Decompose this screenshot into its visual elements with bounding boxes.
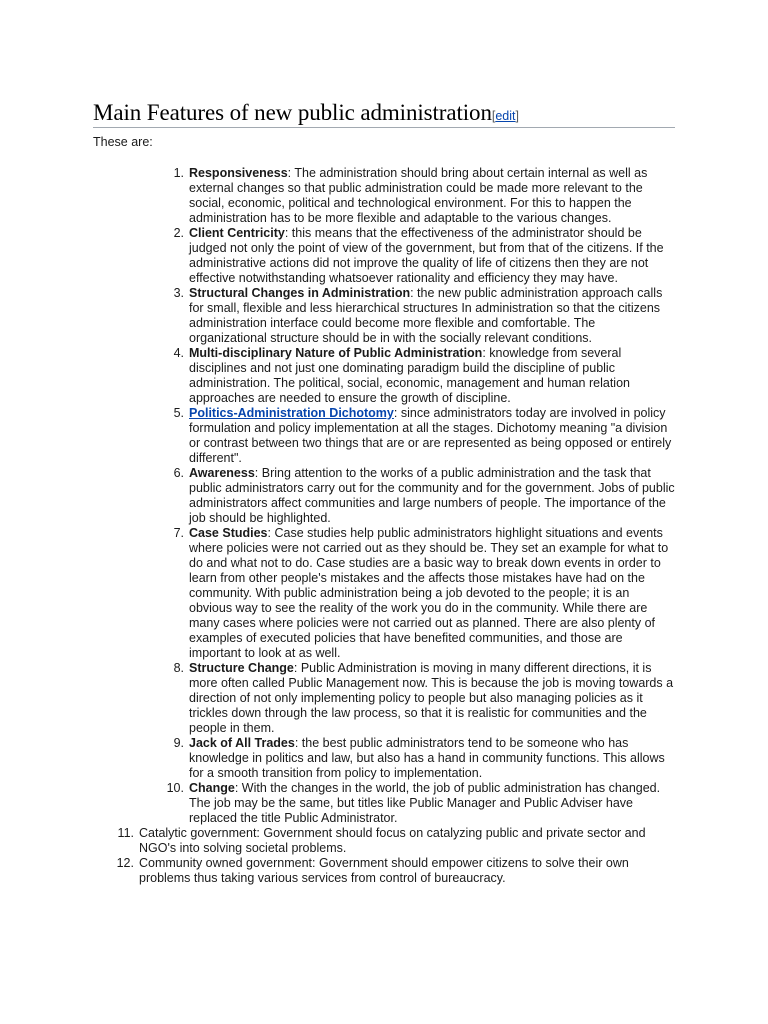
item-text: : the best public administrators tend to be someone who has knowledge in politics and law, but also has a hand in community functions. This allows for a smooth transition from policy to implementation. [189,736,665,780]
item-text: Catalytic government: Government should focus on catalyzing public and private sector and NGO's into solving societal problems. [139,826,646,855]
list-item [173,736,675,781]
additional-features-list [116,826,675,886]
item-text: : Bring attention to the works of a public administration and the task that public administrators carry out for the community and for the government. Jobs of public administrators affect communities and large numbers of people. The importance of the job should be highlighted. [189,466,675,525]
item-number: 5. [173,406,184,420]
item-text: : Case studies help public administrators highlight situations and events where policies were not carried out as they should be. They set an example for what to do and what not to do. Case studies are a basic way to break down events in order to learn from other people's mistakes and the affects those mistakes have had on the community. With public administration being a job devoted to the people; it is an obvious way to see the reality of the work you do in the community. While there are many cases where policies were not carried out as planned. There are also plenty of examples of executed policies that have benefited communities, and those are important to look at as well. [189,526,669,660]
list-item [173,346,675,406]
item-number: 11. [117,826,134,840]
item-text: Community owned government: Government should empower citizens to solve their own problems thus taking various services from control of bureaucracy. [139,856,629,885]
list-item [166,781,675,826]
item-term: Awareness [189,466,255,480]
list-item [173,166,675,226]
item-number: 2. [173,226,184,240]
item-text: : Public Administration is moving in many different directions, it is more often called Public Management now. This is because the job is moving towards a direction of not only implementing policy to people but also managing policies as it trickles down through the law process, so that it is realistic for communities and the people in them. [189,661,674,735]
item-number: 9. [173,736,184,750]
politics-administration-dichotomy-link[interactable]: Politics-Administration Dichotomy [189,406,394,420]
edit-link[interactable]: edit [495,109,516,123]
item-term: Case Studies [189,526,268,540]
list-item [173,661,675,736]
item-text: : the new public administration approach calls for small, flexible and less hierarchical structures In administration so that the citizens administration interface could become more flexible and comfortable. The organizational structure should be in with the socially relevant conditions. [189,286,663,345]
item-number: 4. [173,346,184,360]
edit-section [492,109,519,123]
section-heading: Main Features of new public administration [93,100,492,125]
item-text: : The administration should bring about certain internal as well as external changes so that public administration could be made more relevant to the social, economic, political and technological environment. For this to happen the administration has to be more flexible and adaptable to the various changes. [189,166,648,225]
item-term: Structure Change [189,661,294,675]
section-heading-row [93,100,675,128]
item-number: 1. [173,166,184,180]
item-term: Responsiveness [189,166,288,180]
item-term: Structural Changes in Administration [189,286,411,300]
item-text: : this means that the effectiveness of the administrator should be judged not only the point of view of the government, but from that of the citizens. If the administrative actions did not improve the quality of life of citizens then they are not effective notwithstanding whatsoever rationality and efficiency they may have. [189,226,664,285]
list-item [116,856,675,886]
item-text: : knowledge from several disciplines and not just one dominating paradigm build the discipline of public administration. The political, social, economic, management and human relation approaches are needed to ensure the growth of discipline. [189,346,630,405]
item-number: 7. [173,526,184,540]
item-term: Change [189,781,235,795]
list-item [117,826,675,856]
list-item [173,526,675,661]
list-item [173,466,675,526]
list-item [173,286,675,346]
edit-bracket-open: [ [491,109,496,123]
item-number: 6. [173,466,184,480]
document-page [93,100,675,886]
item-term: Jack of All Trades [189,736,295,750]
item-term: Client Centricity [189,226,285,240]
item-number: 12. [116,856,134,870]
item-number: 10. [166,781,184,795]
item-number: 8. [173,661,184,675]
list-item [173,226,675,286]
intro-text: These are: [93,135,153,149]
item-number: 3. [173,286,184,300]
features-list [166,166,675,826]
edit-bracket-close: ] [515,109,519,123]
item-text: : With the changes in the world, the job of public administration has changed. The job may be the same, but titles like Public Manager and Public Adviser have replaced the title Public Administrator. [189,781,661,825]
list-item [173,406,675,466]
item-term: Multi-disciplinary Nature of Public Administration [189,346,483,360]
item-text: : since administrators today are involved in policy formulation and policy implementation at all the stages. Dichotomy meaning "a division or contrast between two things that are or are represented as being opposed or entirely different". [189,406,672,465]
